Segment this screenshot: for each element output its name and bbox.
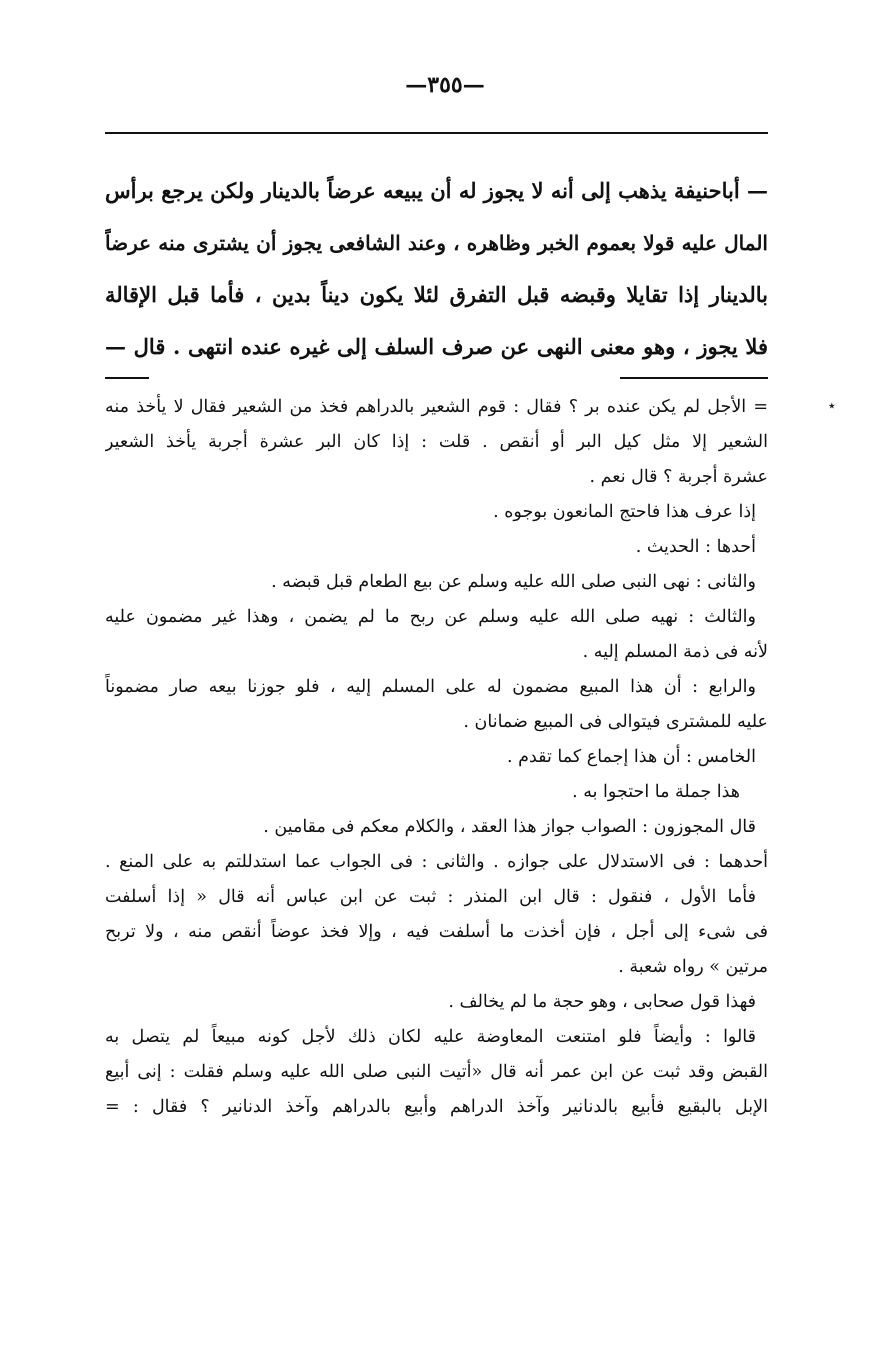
main-text-line: المال عليه قولا بعموم الخبر وظاهره ، وعند الشافعى يجوز أن يشترى منه عرضاً	[105, 231, 768, 255]
footnotes	[105, 390, 768, 1125]
footnote-line: أحدها : الحديث .	[635, 537, 756, 557]
footnote-separator	[620, 377, 768, 379]
footnote-line: والرابع : أن هذا المبيع مضمون له على المسلم إليه ، فلو جوزنا بيعه صار مضموناً	[105, 677, 756, 697]
main-text-line: — أباحنيفة يذهب إلى أنه لا يجوز له أن يبيعه عرضاً بالدينار ولكن يرجع برأس	[105, 178, 768, 203]
footnote-separator-end	[105, 377, 149, 379]
margin-mark: ٭	[828, 398, 836, 414]
main-text-line: بالدينار إذا تقايلا وقبضه قبل التفرق لئلا يكون ديناً بدين ، فأما قبل الإقالة	[105, 282, 768, 307]
footnote-line: والثانى : نهى النبى صلى الله عليه وسلم عن بيع الطعام قبل قبضه .	[271, 572, 756, 592]
footnote-line: القبض وقد ثبت عن ابن عمر أنه قال «أتيت النبى صلى الله عليه وسلم فقلت : إنى أبيع	[105, 1062, 768, 1082]
footnote-line: الإبل بالبقيع فأبيع بالدنانير وآخذ الدراهم وأبيع بالدراهم وآخذ الدنانير ؟ فقال : =	[105, 1097, 768, 1117]
footnote-line: والثالث : نهيه صلى الله عليه وسلم عن ربح ما لم يضمن ، وهذا غير مضمون عليه	[105, 607, 756, 627]
footnote-line: عشرة أجربة ؟ قال نعم .	[589, 467, 768, 487]
footnote-line: عليه للمشترى فيتوالى فى المبيع ضمانان .	[463, 712, 768, 732]
footnote-line: لأنه فى ذمة المسلم إليه .	[582, 642, 768, 662]
footnote-line: قالوا : وأيضاً فلو امتنعت المعاوضة عليه لكان ذلك لأجل كونه مبيعاً لم يتصل به	[105, 1027, 756, 1047]
footnote-line: فى شىء إلى أجل ، فإن أخذت ما أسلفت فيه ، وإلا فخذ عوضاً أنقص منه ، ولا تربح	[105, 922, 768, 942]
footnote-line: فأما الأول ، فنقول : قال ابن المنذر : ثبت عن ابن عباس أنه قال « إذا أسلفت	[105, 887, 756, 907]
main-text-line: فلا يجوز ، وهو معنى النهى عن صرف السلف إلى غيره عنده انتهى . قال —	[105, 334, 768, 359]
footnote-line: مرتين » رواه شعبة .	[618, 957, 768, 977]
page-number: —٣٥٥—	[405, 72, 485, 98]
footnote-line: هذا جملة ما احتجوا به .	[572, 782, 740, 802]
footnote-line: أحدهما : فى الاستدلال على جوازه . والثانى : فى الجواب عما استدللتم به على المنع .	[105, 852, 768, 872]
footnote-line: الخامس : أن هذا إجماع كما تقدم .	[507, 747, 756, 767]
footnote-line: فهذا قول صحابى ، وهو حجة ما لم يخالف .	[448, 992, 756, 1012]
footnote-line: = الأجل لم يكن عنده بر ؟ فقال : قوم الشعير بالدراهم فخذ من الشعير فقال لا يأخذ منه	[105, 397, 768, 417]
footnote-line: إذا عرف هذا فاحتج المانعون بوجوه .	[493, 502, 756, 522]
footnote-line: الشعير إلا مثل كيل البر أو أنقص . قلت : إذا كان البر عشرة أجربة يأخذ الشعير	[105, 432, 768, 452]
header-rule	[105, 132, 768, 134]
main-text	[105, 165, 768, 373]
footnote-line: قال المجوزون : الصواب جواز هذا العقد ، والكلام معكم فى مقامين .	[263, 817, 756, 837]
